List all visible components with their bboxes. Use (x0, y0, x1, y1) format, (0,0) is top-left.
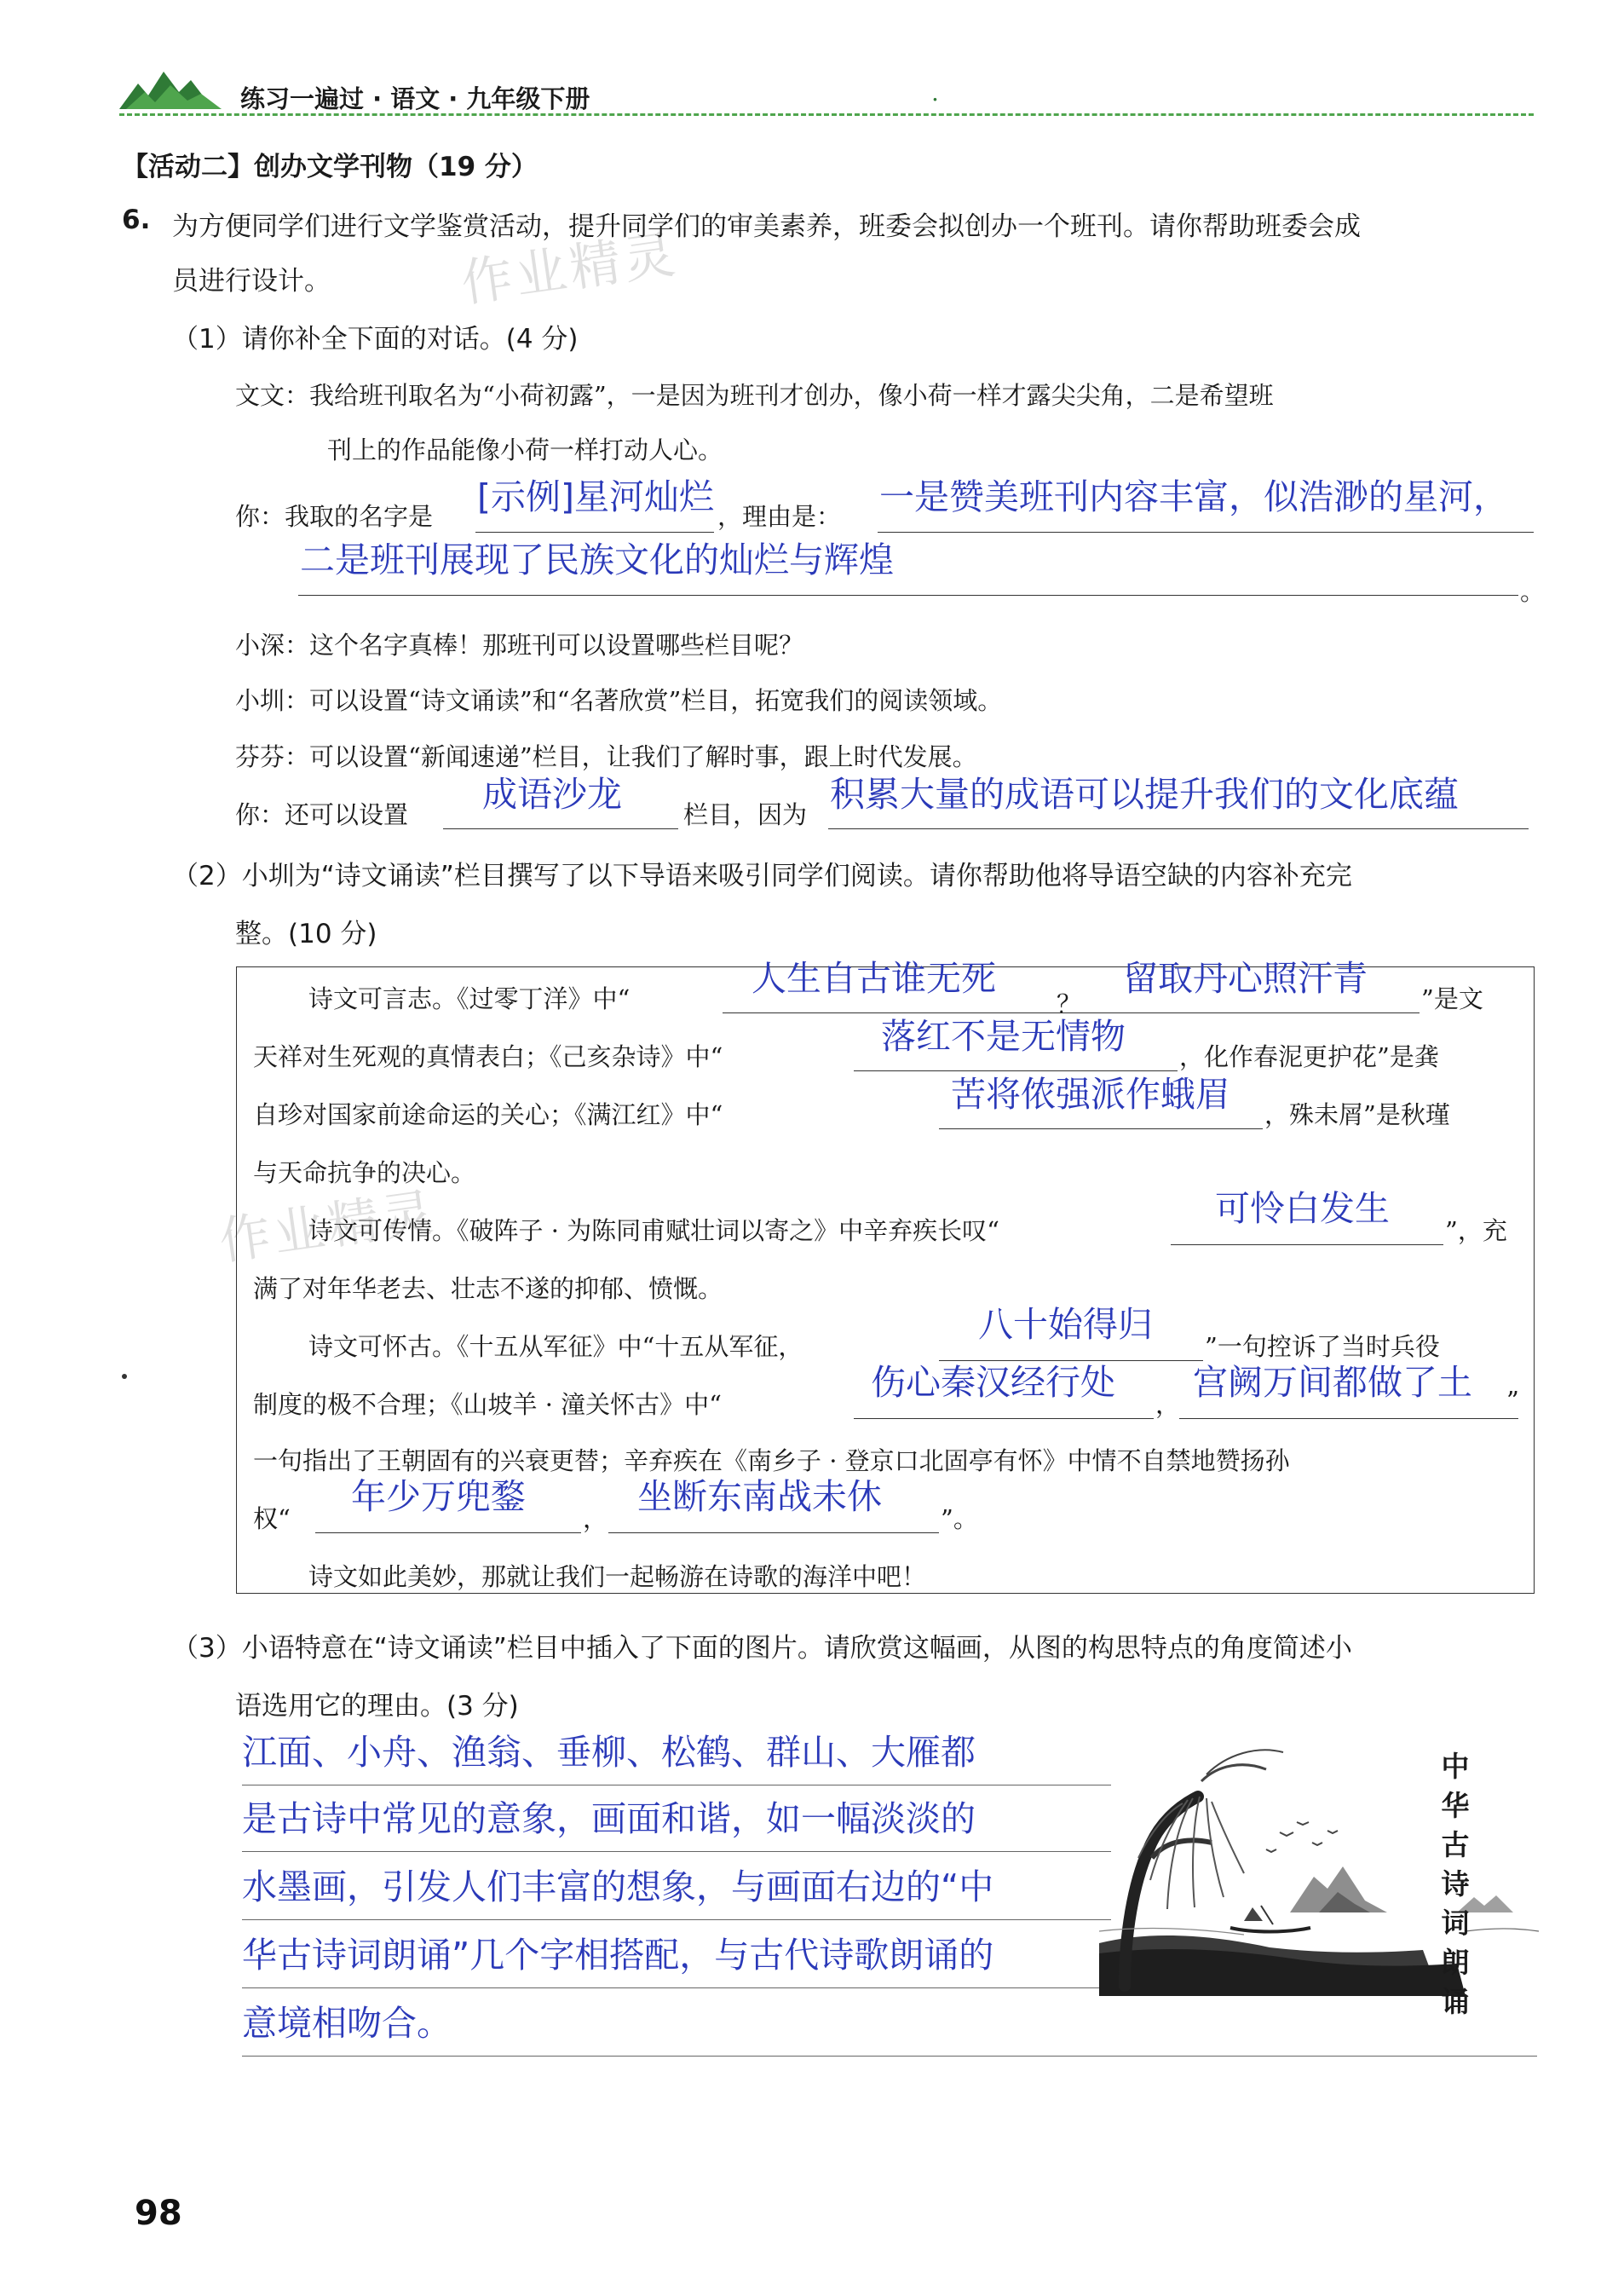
dialogue-wenwen-line-1: 文文：我给班刊取名为“小荷初露”，一是因为班刊才创办，像小荷一样才露尖尖角，二是希望班 (235, 381, 1274, 410)
handwritten-answer: [示例]星河灿烂 (477, 476, 714, 517)
margin-dot (122, 1374, 127, 1379)
question-stem-line-2: 员进行设计。 (172, 266, 331, 297)
guide-text: ”。 (941, 1504, 978, 1533)
guide-text: 与天命抗争的决心。 (253, 1158, 476, 1187)
answer-line (443, 828, 678, 829)
answer-line (854, 1070, 1178, 1071)
watermark: 作业精灵 (216, 1182, 441, 1272)
answer-line (608, 1532, 939, 1533)
guide-text: ，化作春泥更护花”是龚 (1179, 1042, 1439, 1071)
answer-line (242, 1919, 1111, 1920)
guide-text: ” (1506, 1386, 1519, 1415)
dialogue-xiaozhen: 小圳：可以设置“诗文诵读”和“名著欣赏”栏目，拓宽我们的阅读领域。 (235, 686, 1003, 715)
guide-text: 诗文如此美妙，那就让我们一起畅游在诗歌的海洋中吧！ (308, 1562, 927, 1591)
answer-line (242, 1851, 1111, 1852)
guide-text: ”是文 (1421, 984, 1483, 1013)
answer-line (1171, 1244, 1443, 1245)
guide-text: ， (583, 1504, 608, 1533)
guide-text: 制度的极不合理；《山坡羊 · 潼关怀古》中“ (253, 1390, 722, 1419)
guide-text: 诗文可怀古。《十五从军征》中“十五从军征， (308, 1332, 803, 1361)
answer-line (828, 828, 1529, 829)
handwritten-answer: 伤心秦汉经行处 (871, 1362, 1115, 1403)
handwritten-answer: 二是班刊展现了民族文化的灿烂与辉煌 (300, 539, 894, 580)
answer-line (242, 2056, 1537, 2057)
answer-line (939, 1128, 1263, 1129)
guide-text: 诗文可传情。《破阵子 · 为陈同甫赋壮词以寄之》中辛弃疾长叹“ (308, 1216, 999, 1245)
guide-text: ，殊未屑”是秋瑾 (1264, 1100, 1450, 1129)
handwritten-answer: 苦将侬强派作蛾眉 (951, 1074, 1230, 1115)
guide-text: ？ (1057, 989, 1082, 1018)
answer-line (315, 1532, 581, 1533)
handwritten-answer: 人生自古谁无死 (752, 958, 996, 999)
ink-painting (1099, 1730, 1539, 1996)
guide-text: 权“ (253, 1504, 291, 1533)
handwritten-answer: 成语沙龙 (482, 774, 622, 815)
part1-label: （1）请你补全下面的对话。(4 分) (172, 324, 579, 355)
dialogue-ni-reason-prefix: ，理由是： (717, 502, 842, 531)
part3-label-line-2: 语选用它的理由。(3 分) (235, 1691, 519, 1722)
answer-line (475, 532, 714, 533)
guide-text: 诗文可言志。《过零丁洋》中“ (308, 984, 631, 1013)
guide-text: 满了对年华老去、壮志不遂的抑郁、愤慨。 (253, 1274, 723, 1303)
handwritten-answer: 积累大量的成语可以提升我们的文化底蕴 (830, 774, 1459, 815)
answer-line (1179, 1418, 1518, 1419)
painting-vertical-text: 中 华 古 诗 词 朗 诵 (1441, 1750, 1470, 2018)
dialogue-wenwen-line-2: 刊上的作品能像小荷一样打动人心。 (327, 436, 723, 464)
handwritten-answer: 一是赞美班刊内容丰富，似浩渺的星河， (879, 476, 1508, 517)
answer-line (939, 1360, 1203, 1361)
handwritten-answer-line: 是古诗中常见的意象，画面和谐，如一幅淡淡的 (242, 1798, 976, 1839)
handwritten-answer-line: 意境相吻合。 (242, 2003, 452, 2044)
handwritten-answer: 八十始得归 (978, 1304, 1153, 1345)
guide-text: ”，充 (1445, 1216, 1507, 1245)
dialogue-ni2-prefix: 你：还可以设置 (235, 800, 409, 829)
part2-label-line-1: （2）小圳为“诗文诵读”栏目撰写了以下导语来吸引同学们阅读。请你帮助他将导语空缺的内容补充完 (172, 861, 1352, 891)
answer-line (298, 595, 1518, 596)
part2-label-line-2: 整。(10 分) (235, 919, 377, 949)
question-number: 6. (122, 205, 151, 235)
handwritten-answer: 宫阙万间都做了土 (1193, 1362, 1472, 1403)
part3-label-line-1: （3）小语特意在“诗文诵读”栏目中插入了下面的图片。请欣赏这幅画，从图的构思特点的角度简述小 (172, 1633, 1352, 1664)
handwritten-answer: 可怜白发生 (1215, 1188, 1390, 1229)
guide-text: 一句指出了王朝固有的兴衰更替；辛弃疾在《南乡子 · 登京口北固亭有怀》中情不自禁地赞扬孙 (253, 1446, 1290, 1475)
header-dot: . (931, 78, 939, 107)
header-dashed-rule (119, 113, 1534, 116)
header-title: 练习一遍过 · 语文 · 九年级下册 (240, 84, 590, 113)
dialogue-ni-name-prefix: 你：我取的名字是 (235, 502, 434, 531)
answer-line (854, 1418, 1154, 1419)
answer-line (242, 1987, 1111, 1988)
handwritten-answer: 留取丹心照汗青 (1123, 958, 1368, 999)
handwritten-answer: 坐断东南战未休 (637, 1476, 882, 1517)
dialogue-ni2-middle: 栏目，因为 (683, 800, 808, 829)
dialogue-xiaoshen: 小深：这个名字真棒！那班刊可以设置哪些栏目呢？ (235, 631, 804, 660)
handwritten-answer: 年少万兜鍪 (351, 1476, 526, 1517)
handwritten-answer-line: 江面、小舟、渔翁、垂柳、松鹤、群山、大雁都 (242, 1732, 976, 1773)
dialogue-fenfen: 芬芬：可以设置“新闻速递”栏目，让我们了解时事，跟上时代发展。 (235, 742, 977, 771)
question-stem-line-1: 为方便同学们进行文学鉴赏活动，提升同学们的审美素养，班委会拟创办一个班刊。请你帮助班委会成 (172, 211, 1361, 242)
guide-text: 自珍对国家前途命运的关心；《满江红》中“ (253, 1100, 723, 1129)
guide-text: ， (1155, 1390, 1181, 1419)
guide-text: 天祥对生死观的真情表白；《己亥杂诗》中“ (253, 1042, 723, 1071)
watermark: 作业精灵 (458, 224, 682, 314)
dialogue-period: 。 (1520, 577, 1546, 606)
activity-title: 【活动二】创办文学刊物（19 分） (122, 152, 538, 182)
header-mountain-logo (119, 66, 222, 114)
handwritten-answer-line: 华古诗词朗诵”几个字相搭配，与古代诗歌朗诵的 (242, 1935, 994, 1976)
handwritten-answer-line: 水墨画，引发人们丰富的想象，与画面右边的“中 (242, 1866, 994, 1907)
guide-text: ”一句控诉了当时兵役 (1205, 1332, 1440, 1361)
page-number: 98 (135, 2194, 182, 2233)
answer-line (878, 532, 1534, 533)
handwritten-answer: 落红不是无情物 (881, 1016, 1126, 1057)
